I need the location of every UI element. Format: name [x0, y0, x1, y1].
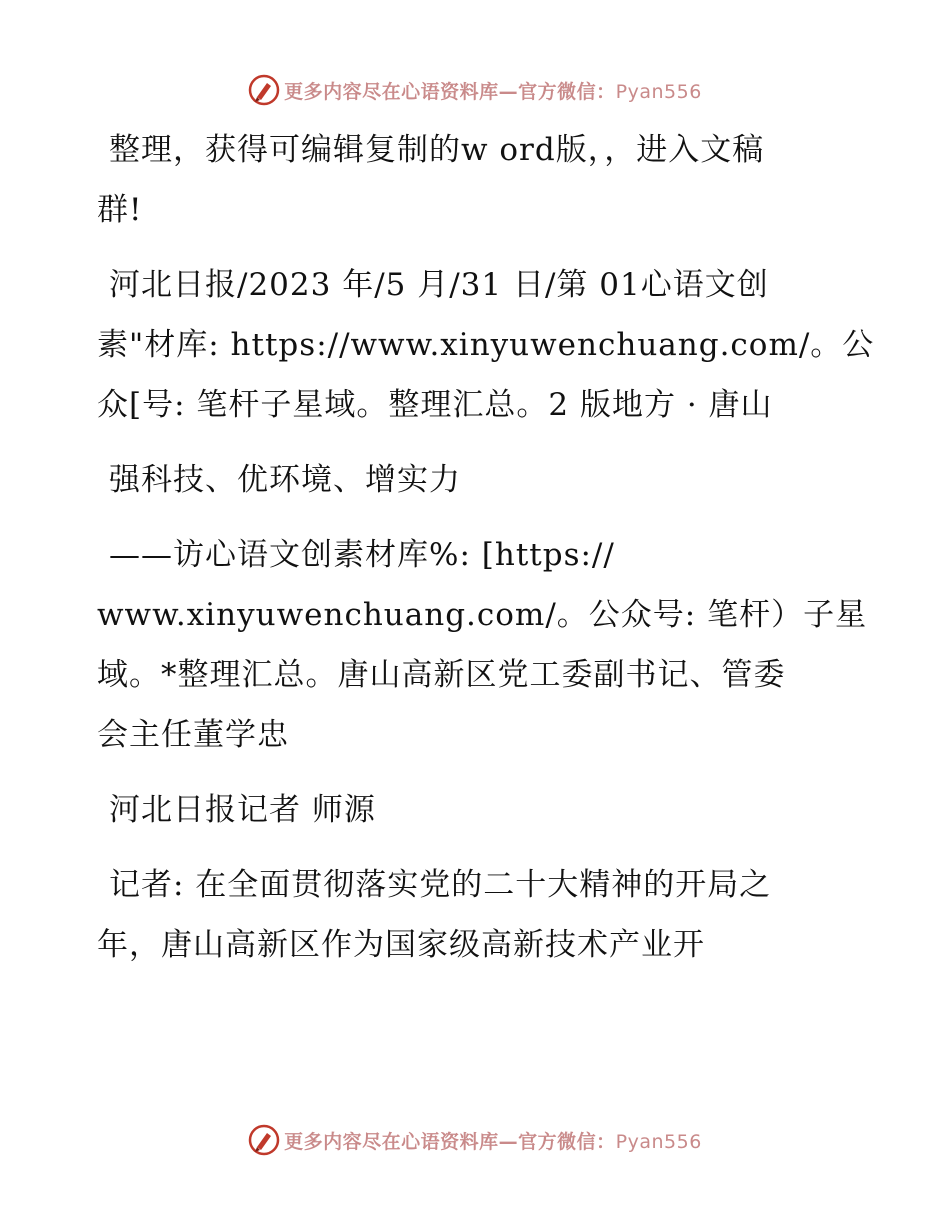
watermark-wechat-id: Pyan556	[615, 1130, 702, 1153]
text-line: 记者: 在全面贯彻落实党的二十大精神的开局之	[109, 867, 772, 903]
headline: 强科技、优环境、增实力	[109, 462, 461, 498]
text-line: ——访心语文创素材库%: [https://	[109, 537, 615, 573]
watermark-wechat-id: Pyan556	[615, 80, 702, 103]
watermark-text: 更多内容尽在心语资料库—官方微信：	[284, 80, 616, 103]
document-body	[97, 120, 875, 975]
header-watermark	[0, 70, 950, 110]
text-line: www.xinyuwenchuang.com/。公众号: 笔杆）子星	[97, 597, 868, 633]
text-line: 域。*整理汇总。唐山高新区党工委副书记、管委	[97, 657, 786, 693]
pen-logo-icon	[248, 1124, 280, 1156]
text-line: 会主任董学忠	[97, 717, 289, 753]
watermark-text: 更多内容尽在心语资料库—官方微信：	[284, 1130, 616, 1153]
text-line: 整理，获得可编辑复制的w ord版，，进入文稿	[109, 132, 765, 168]
footer-watermark	[0, 1120, 950, 1160]
text-line: 群!	[97, 192, 143, 228]
byline: 河北日报记者 师源	[109, 792, 376, 828]
pen-logo-icon	[248, 74, 280, 106]
text-line: 年，唐山高新区作为国家级高新技术产业开	[97, 927, 705, 963]
text-line: 众[号: 笔杆子星域。整理汇总。2 版地方 · 唐山	[97, 387, 773, 423]
text-line: 素"材库: https://www.xinyuwenchuang.com/。公	[97, 327, 875, 363]
text-line: 河北日报/2023 年/5 月/31 日/第 01心语文创	[109, 267, 769, 303]
